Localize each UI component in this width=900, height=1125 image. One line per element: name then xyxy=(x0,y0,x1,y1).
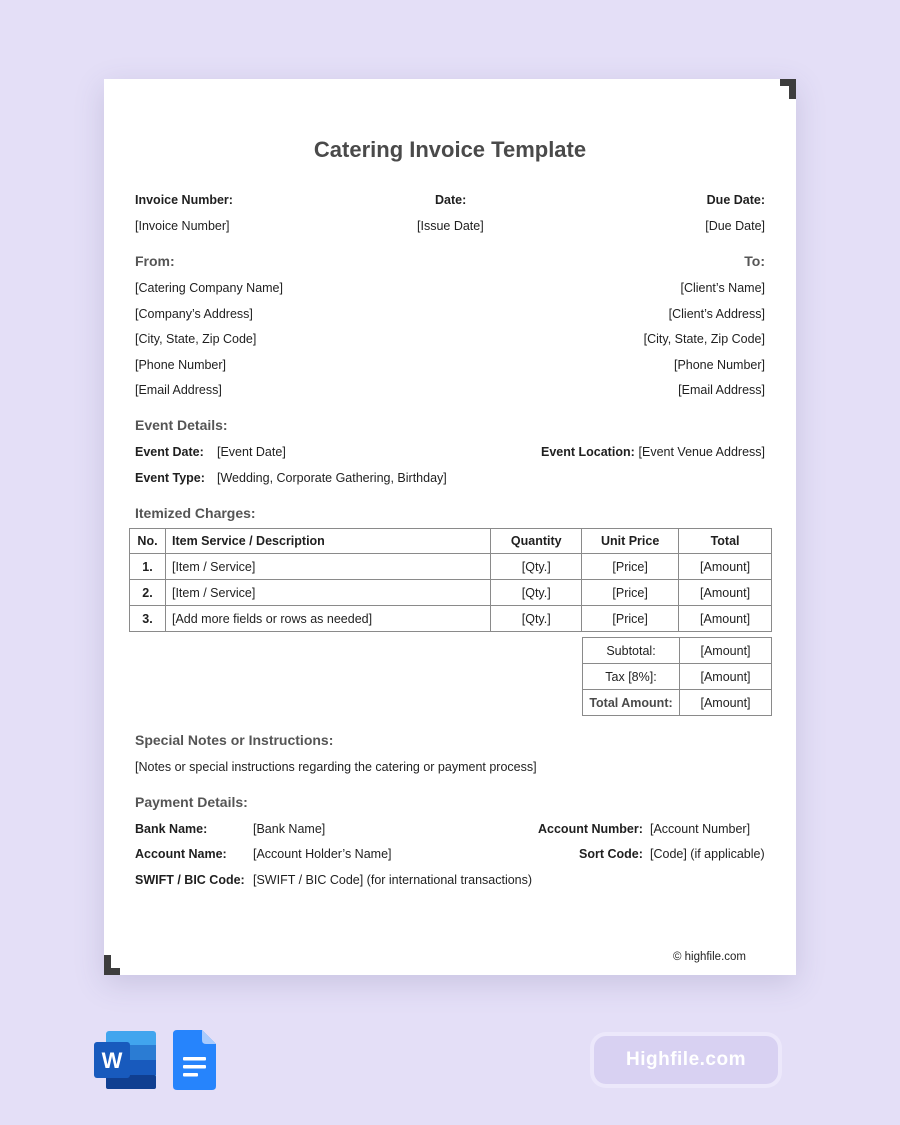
subtotal-row xyxy=(583,638,772,664)
row-quantity: [Qty.] xyxy=(491,606,582,632)
swift-code-label: SWIFT / BIC Code: xyxy=(135,873,245,887)
subtotal-label: Subtotal: xyxy=(583,638,680,664)
column-header: No. xyxy=(130,529,166,554)
corner-mark-top-right xyxy=(780,79,796,99)
account-number-label: Account Number: xyxy=(538,822,643,836)
bank-name-label: Bank Name: xyxy=(135,822,208,836)
from-line: [Catering Company Name] xyxy=(135,281,283,295)
google-docs-icon[interactable] xyxy=(173,1030,216,1090)
row-number: 3. xyxy=(130,606,166,632)
to-line: [Email Address] xyxy=(678,383,765,397)
special-notes-heading: Special Notes or Instructions: xyxy=(135,732,334,748)
event-location-label: Event Location: xyxy=(541,445,635,459)
corner-mark-bottom-left xyxy=(104,955,120,975)
row-unit-price: [Price] xyxy=(582,580,679,606)
account-name-label: Account Name: xyxy=(135,847,227,861)
row-total: [Amount] xyxy=(679,554,772,580)
event-type-label: Event Type: xyxy=(135,471,205,485)
to-heading: To: xyxy=(744,253,765,269)
to-line: [Phone Number] xyxy=(673,358,765,372)
from-line: [City, State, Zip Code] xyxy=(135,332,257,346)
tax-value: [Amount] xyxy=(680,664,772,690)
column-header: Quantity xyxy=(491,529,582,554)
date-value: [Issue Date] xyxy=(417,219,484,233)
table-row xyxy=(130,554,772,580)
from-line: [Email Address] xyxy=(135,383,222,397)
row-unit-price: [Price] xyxy=(582,554,679,580)
row-description: [Item / Service] xyxy=(165,554,490,580)
account-number-value: [Account Number] xyxy=(650,822,751,836)
tax-row xyxy=(583,664,772,690)
to-line: [Client’s Name] xyxy=(680,281,765,295)
column-header: Total xyxy=(679,529,772,554)
to-line: [Client’s Address] xyxy=(668,307,765,321)
bank-name-value: [Bank Name] xyxy=(253,822,326,836)
total-amount-label: Total Amount: xyxy=(583,690,680,716)
event-date-label: Event Date: xyxy=(135,445,204,459)
from-line: [Company’s Address] xyxy=(135,307,253,321)
totals-table xyxy=(582,637,772,716)
highfile-brand-button[interactable] xyxy=(594,1036,778,1084)
table-header-row xyxy=(130,529,772,554)
total-amount-row xyxy=(583,690,772,716)
invoice-number-value: [Invoice Number] xyxy=(135,219,230,233)
from-line: [Phone Number] xyxy=(135,358,227,372)
date-label: Date: xyxy=(435,193,467,207)
row-quantity: [Qty.] xyxy=(491,554,582,580)
charges-table xyxy=(129,528,772,632)
column-header: Item Service / Description xyxy=(165,529,490,554)
special-notes-text: [Notes or special instructions regarding the catering or payment process] xyxy=(135,760,537,774)
sort-code-value: [Code] (if applicable) xyxy=(650,847,765,861)
row-quantity: [Qty.] xyxy=(491,580,582,606)
document-title: Catering Invoice Template xyxy=(313,137,587,162)
from-heading: From: xyxy=(135,253,175,269)
table-row xyxy=(130,606,772,632)
subtotal-value: [Amount] xyxy=(680,638,772,664)
tax-label: Tax [8%]: xyxy=(583,664,680,690)
row-total: [Amount] xyxy=(679,580,772,606)
total-amount-value: [Amount] xyxy=(680,690,772,716)
row-number: 1. xyxy=(130,554,166,580)
invoice-document xyxy=(104,79,796,975)
event-details-heading: Event Details: xyxy=(135,417,228,433)
payment-details-heading: Payment Details: xyxy=(135,794,248,810)
word-icon-letter: W xyxy=(101,1048,123,1073)
sort-code-label: Sort Code: xyxy=(579,847,643,861)
brand-label: Highfile.com xyxy=(625,1049,746,1070)
table-row xyxy=(130,580,772,606)
invoice-number-label: Invoice Number: xyxy=(135,193,233,207)
event-location-value: [Event Venue Address] xyxy=(638,445,765,459)
microsoft-word-icon[interactable] xyxy=(94,1031,156,1089)
due-date-value: [Due Date] xyxy=(705,219,765,233)
row-unit-price: [Price] xyxy=(582,606,679,632)
due-date-label: Due Date: xyxy=(706,193,765,207)
row-description: [Add more fields or rows as needed] xyxy=(165,606,490,632)
event-date-value: [Event Date] xyxy=(217,445,286,459)
row-number: 2. xyxy=(130,580,166,606)
to-line: [City, State, Zip Code] xyxy=(643,332,765,346)
account-name-value: [Account Holder’s Name] xyxy=(253,847,392,861)
column-header: Unit Price xyxy=(582,529,679,554)
copyright-text: © highfile.com xyxy=(672,951,746,963)
itemized-charges-heading: Itemized Charges: xyxy=(135,505,256,521)
row-total: [Amount] xyxy=(679,606,772,632)
row-description: [Item / Service] xyxy=(165,580,490,606)
event-type-value: [Wedding, Corporate Gathering, Birthday] xyxy=(217,471,447,485)
swift-code-value: [SWIFT / BIC Code] (for international transactions) xyxy=(253,873,533,887)
